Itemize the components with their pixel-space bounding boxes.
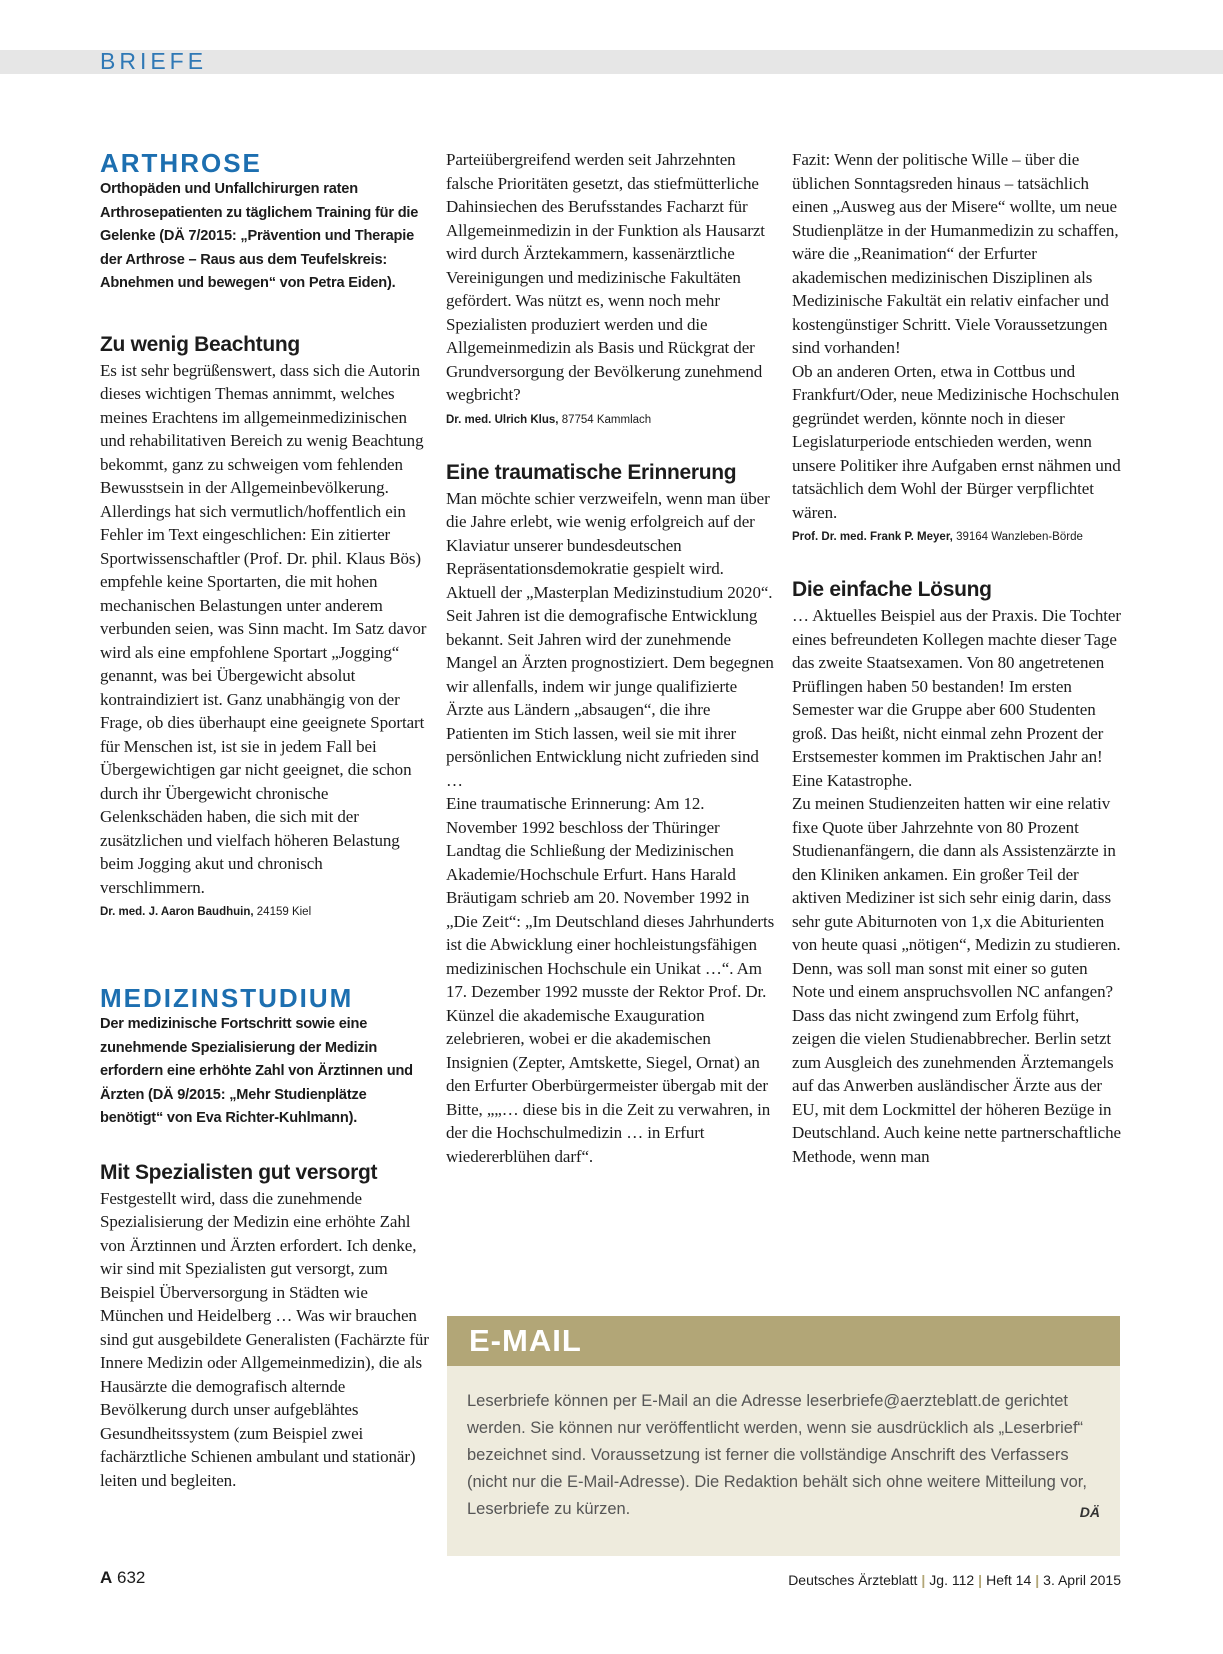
- page-number-value: 632: [117, 1568, 146, 1587]
- journal-date: 3. April 2015: [1043, 1572, 1121, 1588]
- email-info-text: Leserbriefe können per E-Mail an die Adresse leserbriefe@aerzteblatt.de gerichtet werden. Sie können nur veröffentlicht werden, wenn sie ausdrücklich als „Leserbrief“ bezeichnet sind. Voraussetzung ist ferner die vollständige Anschrift des Verfassers (nicht nur die E-Mail-Adresse). Die Redaktion behält sich ohne weitere Mitteilung vor, Leserbriefe zu kürzen.: [467, 1392, 1087, 1518]
- letter-signature: [100, 903, 430, 921]
- letter-body-paragraph-1: … Aktuelles Beispiel aus der Praxis. Die Tochter eines befreundeten Kollegen machte dieser Tage das zweite Staatsexamen. Von 80 angetretenen Prüflingen haben 50 bestanden! Im ersten Semester war die Gruppe aber 600 Studenten groß. Das heißt, nicht einmal zehn Prozent der Erstsemester kommen im Praktischen Jahr an! Eine Katastrophe.: [792, 606, 1121, 790]
- letter-body-zu-wenig-beachtung: Es ist sehr begrüßenswert, dass sich die Autorin dieses wichtigen Themas annimmt, welches meines Erachtens im allgemeinmedizinischen und rehabilitativen Bereich zu wenig Beachtung bekommt, ganz zu schweigen vom fehlenden Bewusstsein in der Allgemeinbevölkerung. Allerdings hat sich vermutlich/hoffentlich ein Fehler im Text eingeschlichen: Ein zitierter Sportwissenschaftler (Prof. Dr. phil. Klaus Bös) empfehle keine Sportarten, die mit hohen mechanischen Belastungen unter anderem verbunden seien, was Sinn macht. Im Satz davor wird als eine empfohlene Sportart „Jogging“ genannt, was bei Übergewicht absolut kontraindiziert ist. Ganz unabhängig von der Frage, ob dies überhaupt eine geeignete Sportart für Menschen ist, ist sie in jedem Fall bei Übergewichtigen gar nicht geeignet, die schon durch ihr Übergewicht chronische Gelenkschäden haben, die sich mit der zusätzlichen und vielfach höheren Belastung beim Jogging akut und chronisch verschlimmern.: [100, 360, 427, 897]
- author-place: 39164 Wanzleben-Börde: [956, 531, 1083, 543]
- letter-headline-zu-wenig-beachtung: Zu wenig Beachtung: [100, 332, 300, 356]
- letter-body-paragraph-2: Seit Jahren ist die demografische Entwicklung bekannt. Seit Jahren wird der zunehmende Mangel an Ärzten prognostiziert. Dem begegnen wir allenfalls, indem wir junge qualifizierte Ärzte aus Ländern „absaugen“, die ihre Patienten im Stich lassen, weil sie mit ihrer persönlichen Entwicklung nicht zufrieden sind …: [446, 606, 774, 790]
- author-place: 87754 Kammlach: [561, 413, 652, 426]
- column-2: [446, 148, 776, 1168]
- email-info-header: [447, 1316, 1120, 1366]
- letter-body-mit-spezialisten: Festgestellt wird, dass die zunehmende Spezialisierung der Medizin eine erhöhte Zahl von Ärztinnen und Ärzten erfordert. Ich denke, wir sind mit Spezialisten gut versorgt, zum Beispiel Überversorgung in Städten wie München und Heidelberg … Was wir brauchen sind gut ausgebildete Generalisten (Fachärzte für Innere Medizin oder Allgemeinmedizin), die als Hausärzte die demografisch alternde Bevölkerung durch unser aufgeblähtes Gesundheitssystem (zum Beispiel zwei fachärztliche Schienen ambulant und stationär) leiten und begleiten.: [100, 1188, 429, 1490]
- journal-issue: Heft 14: [986, 1572, 1032, 1588]
- journal-volume: Jg. 112: [929, 1572, 975, 1588]
- topic-heading-arthrose: ARTHROSE: [100, 148, 262, 178]
- page-prefix: A: [100, 1568, 113, 1587]
- footer-separator: |: [921, 1572, 926, 1588]
- author-name: Dr. med. J. Aaron Baudhuin,: [100, 906, 254, 918]
- letter-body-paragraph-2: Zu meinen Studienzeiten hatten wir eine relativ fixe Quote über Jahrzehnte von 80 Prozent Studienanfängern, die dann als Assistenzärzte in den Kliniken ankamen. Ein großer Teil der aktiven Mediziner ist sich sehr einig darin, dass sehr gute Abiturnoten von 1,x die Abiturienten von heute quasi „nötigen“, Medizin zu studieren. Denn, was soll man sonst mit einer so guten Note und einem anspruchsvollen NC anfangen? Dass das nicht zwingend zum Erfolg führt, zeigen die vielen Studienabbrecher. Berlin setzt zum Ausgleich des zunehmenden Ärztemangels auf das Anwerben ausländischer Ärzte aus der EU, mit dem Lockmittel der höheren Bezüge in Deutschland. Auch keine nette partnerschaftliche Methode, wenn man: [792, 794, 1121, 1166]
- author-place: 24159 Kiel: [256, 906, 312, 918]
- journal-info: [788, 1572, 1121, 1588]
- letter-headline-traumatische-erinnerung: Eine traumatische Erinnerung: [446, 460, 737, 484]
- letter-headline-mit-spezialisten: Mit Spezialisten gut versorgt: [100, 1160, 378, 1184]
- email-info-signature: DÄ: [1079, 1504, 1100, 1520]
- letter-body-fazit: Fazit: Wenn der politische Wille – über die üblichen Sonntagsreden hinaus – tatsächlich einen „Ausweg aus der Misere“ wollte, um neue Studienplätze in der Humanmedizin zu schaffen, wäre die „Reanimation“ der Erfurter akademischen medizinischen Disziplinen als Medizinische Fakultät ein relativ einfacher und kostengünstiger Schritt. Viele Voraussetzungen sind vorhanden!: [792, 150, 1119, 357]
- letter-body-continued: Parteiübergreifend werden seit Jahrzehnten falsche Prioritäten gesetzt, das stiefmütterliche Dahinsiechen des Berufsstandes Facharzt für Allgemeinmedizin in der Funktion als Hausarzt wird durch Ärztekammern, kassenärztliche Vereinigungen und medizinische Fakultäten gefördert. Was nützt es, wenn noch mehr Spezialisten produziert werden und die Allgemeinmedizin als Basis und Rückgrat der Grundversorgung der Bevölkerung zunehmend wegbricht?: [446, 150, 765, 404]
- letter-body-paragraph: Ob an anderen Orten, etwa in Cottbus und Frankfurt/Oder, neue Medizinische Hochschulen gegründet werden, könnte noch in dieser Legislaturperiode entschieden werden, wenn unsere Politiker ihre Aufgaben ernst nähmen und tatsächlich dem Wohl der Bürger verpflichtet wären.: [792, 361, 1121, 522]
- topic-heading-medizinstudium: MEDIZINSTUDIUM: [100, 983, 354, 1013]
- letter-body-paragraph-3: Eine traumatische Erinnerung: Am 12. November 1992 beschloss der Thüringer Landtag die Schließung der Medizinischen Akademie/Hochschule Erfurt. Hans Harald Bräutigam schrieb am 20. November 1992 in „Die Zeit“: „Im Deutschland dieses Jahrhunderts ist die Abwicklung einer hochleistungsfähigen medizinischen Hochschule ein Unikat …“. Am 17. Dezember 1992 musste der Rektor Prof. Dr. Künzel die akademische Exauguration zelebrieren, wobei er die akademischen Insignien (Zepter, Amtskette, Siegel, Ornat) an den Erfurter Oberbürgermeister übergab mit der Bitte, „„… diese bis in die Zeit zu verwahren, in der die Hochschulmedizin … in Erfurt wiedererblühen darf“.: [446, 794, 775, 1166]
- author-name: Dr. med. Ulrich Klus,: [446, 413, 559, 426]
- column-1: [100, 148, 430, 1492]
- section-label: BRIEFE: [100, 48, 208, 74]
- topic-lead-arthrose: Orthopäden und Unfallchirurgen raten Arthrosepatienten zu täglichem Training für die Gelenke (DÄ 7/2015: „Prävention und Therapie der Arthrose – Raus aus dem Teufelskreis: Abnehmen und bewegen“ von Petra Eiden).: [100, 181, 419, 291]
- journal-name: Deutsches Ärzteblatt: [788, 1572, 918, 1588]
- footer-separator: |: [1035, 1572, 1040, 1588]
- letter-signature: [792, 528, 1122, 546]
- page-number: [100, 1568, 145, 1588]
- letter-body-paragraph-1: Man möchte schier verzweifeln, wenn man über die Jahre erlebt, wie wenig erfolgreich auf der Klaviatur unserer bundesdeutschen Repräsentationsdemokratie gespielt wird. Aktuell der „Masterplan Medizinstudium 2020“.: [446, 488, 773, 602]
- email-info-title: E-MAIL: [469, 1323, 582, 1358]
- letter-headline-die-einfache-loesung: Die einfache Lösung: [792, 578, 992, 601]
- footer-separator: |: [978, 1572, 983, 1588]
- letter-signature: [446, 411, 776, 429]
- column-3: [792, 148, 1122, 1168]
- topic-lead-medizinstudium: Der medizinische Fortschritt sowie eine zunehmende Spezialisierung der Medizin erfordern eine erhöhte Zahl von Ärztinnen und Ärzten (DÄ 9/2015: „Mehr Studienplätze benötigt“ von Eva Richter-Kuhlmann).: [100, 1016, 413, 1126]
- author-name: Prof. Dr. med. Frank P. Meyer,: [792, 531, 953, 543]
- email-info-box: [447, 1316, 1120, 1556]
